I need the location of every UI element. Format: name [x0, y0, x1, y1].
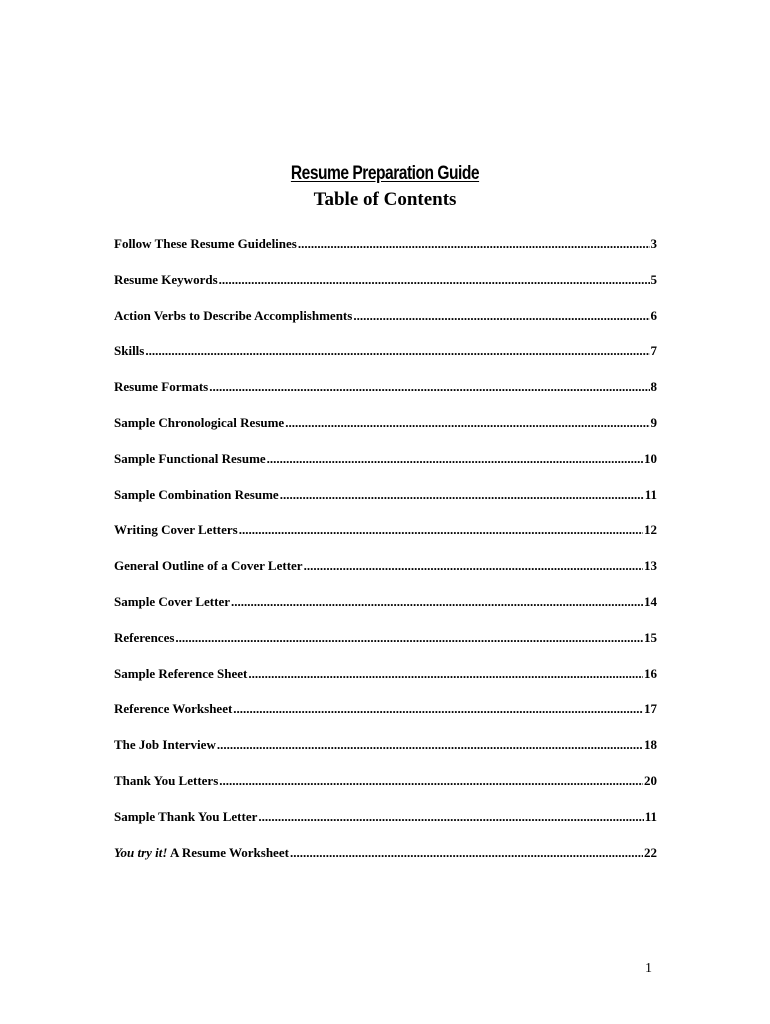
- toc-entry-title: Sample Cover Letter: [114, 593, 231, 609]
- toc-entry[interactable]: [114, 415, 657, 451]
- toc-entry-title: Action Verbs to Describe Accomplishments: [114, 307, 353, 323]
- toc-leader-dots: [217, 737, 643, 753]
- toc-leader-dots: [231, 594, 643, 610]
- toc-entry[interactable]: [114, 809, 657, 845]
- toc-entry-page: 3: [650, 236, 657, 251]
- toc-entry-title: Sample Chronological Resume: [114, 414, 285, 430]
- toc-leader-dots: [285, 415, 649, 431]
- toc-entry[interactable]: [114, 737, 657, 773]
- toc-leader-dots: [304, 558, 643, 574]
- toc-entry-title: Sample Thank You Letter: [114, 808, 258, 824]
- toc-leader-dots: [219, 272, 650, 288]
- toc-entry-page: 5: [650, 271, 657, 287]
- toc-entry[interactable]: [114, 522, 657, 558]
- toc-leader-dots: [258, 809, 643, 825]
- toc-leader-dots: [298, 236, 650, 252]
- toc-entry[interactable]: [114, 379, 657, 415]
- toc-entry-page: 11: [644, 808, 657, 824]
- toc-entry[interactable]: [114, 666, 657, 702]
- document-title: Resume Preparation Guide: [290, 163, 480, 184]
- toc-entry-page: 6: [650, 307, 657, 323]
- toc-leader-dots: [209, 379, 649, 395]
- toc-entry-page: 16: [644, 665, 657, 681]
- toc-leader-dots: [175, 630, 643, 646]
- toc-entry-title: General Outline of a Cover Letter: [114, 558, 303, 574]
- toc-entry-title: Skills: [114, 343, 145, 359]
- toc-entry[interactable]: [114, 451, 657, 487]
- toc-leader-dots: [219, 773, 643, 789]
- toc-entry-page: 10: [644, 450, 657, 466]
- toc-leader-dots: [233, 701, 643, 717]
- toc-entry-title: Resume Formats: [114, 379, 209, 395]
- toc-entry-title: Resume Keywords: [114, 271, 218, 287]
- toc-entry-page: 14: [644, 593, 657, 609]
- toc-entry-title: The Job Interview: [114, 737, 216, 753]
- toc-entry[interactable]: [114, 630, 657, 666]
- toc-leader-dots: [267, 451, 643, 467]
- toc-entry[interactable]: [114, 236, 657, 272]
- toc-entry-page: 22: [644, 844, 657, 860]
- toc-entry-title: Sample Combination Resume: [114, 486, 279, 502]
- toc-entry-title: Sample Reference Sheet: [114, 665, 248, 681]
- toc-entry-title: Reference Worksheet: [114, 701, 233, 717]
- toc-leader-dots: [239, 522, 643, 538]
- toc-entry[interactable]: [114, 558, 657, 594]
- toc-leader-dots: [353, 308, 649, 324]
- table-of-contents: [114, 236, 657, 880]
- toc-entry-title: Follow These Resume Guidelines: [114, 236, 297, 251]
- toc-entry[interactable]: [114, 773, 657, 809]
- toc-entry[interactable]: [114, 272, 657, 308]
- toc-entry-page: 8: [650, 379, 657, 395]
- toc-entry[interactable]: [114, 343, 657, 379]
- toc-entry-page: 20: [644, 772, 657, 788]
- toc-entry-page: 15: [644, 629, 657, 645]
- toc-entry[interactable]: [114, 845, 657, 881]
- toc-entry-page: 11: [644, 486, 657, 502]
- toc-entry-title: Sample Functional Resume: [114, 450, 266, 466]
- toc-entry[interactable]: [114, 308, 657, 344]
- toc-entry[interactable]: [114, 594, 657, 630]
- toc-entry-page: 18: [644, 737, 657, 753]
- toc-entry-page: 17: [644, 701, 657, 717]
- page-number: 1: [645, 961, 652, 976]
- toc-entry-title: Writing Cover Letters: [114, 522, 238, 538]
- toc-leader-dots: [280, 487, 644, 503]
- toc-entry-title: [114, 845, 289, 861]
- toc-entry-title: References: [114, 629, 175, 645]
- toc-leader-dots: [145, 343, 649, 359]
- document-subtitle: Table of Contents: [313, 189, 457, 210]
- toc-entry[interactable]: [114, 487, 657, 523]
- toc-entry-page: 7: [650, 343, 657, 359]
- toc-entry-page: 9: [650, 414, 657, 430]
- toc-entry-title-italic: You try it!: [114, 844, 168, 860]
- toc-leader-dots: [290, 845, 643, 861]
- toc-entry-title: Thank You Letters: [114, 772, 219, 788]
- toc-entry-page: 12: [644, 522, 657, 538]
- toc-entry[interactable]: [114, 701, 657, 737]
- toc-leader-dots: [248, 666, 643, 682]
- toc-entry-title-rest: A Resume Worksheet: [167, 844, 289, 860]
- toc-entry-page: 13: [644, 558, 657, 574]
